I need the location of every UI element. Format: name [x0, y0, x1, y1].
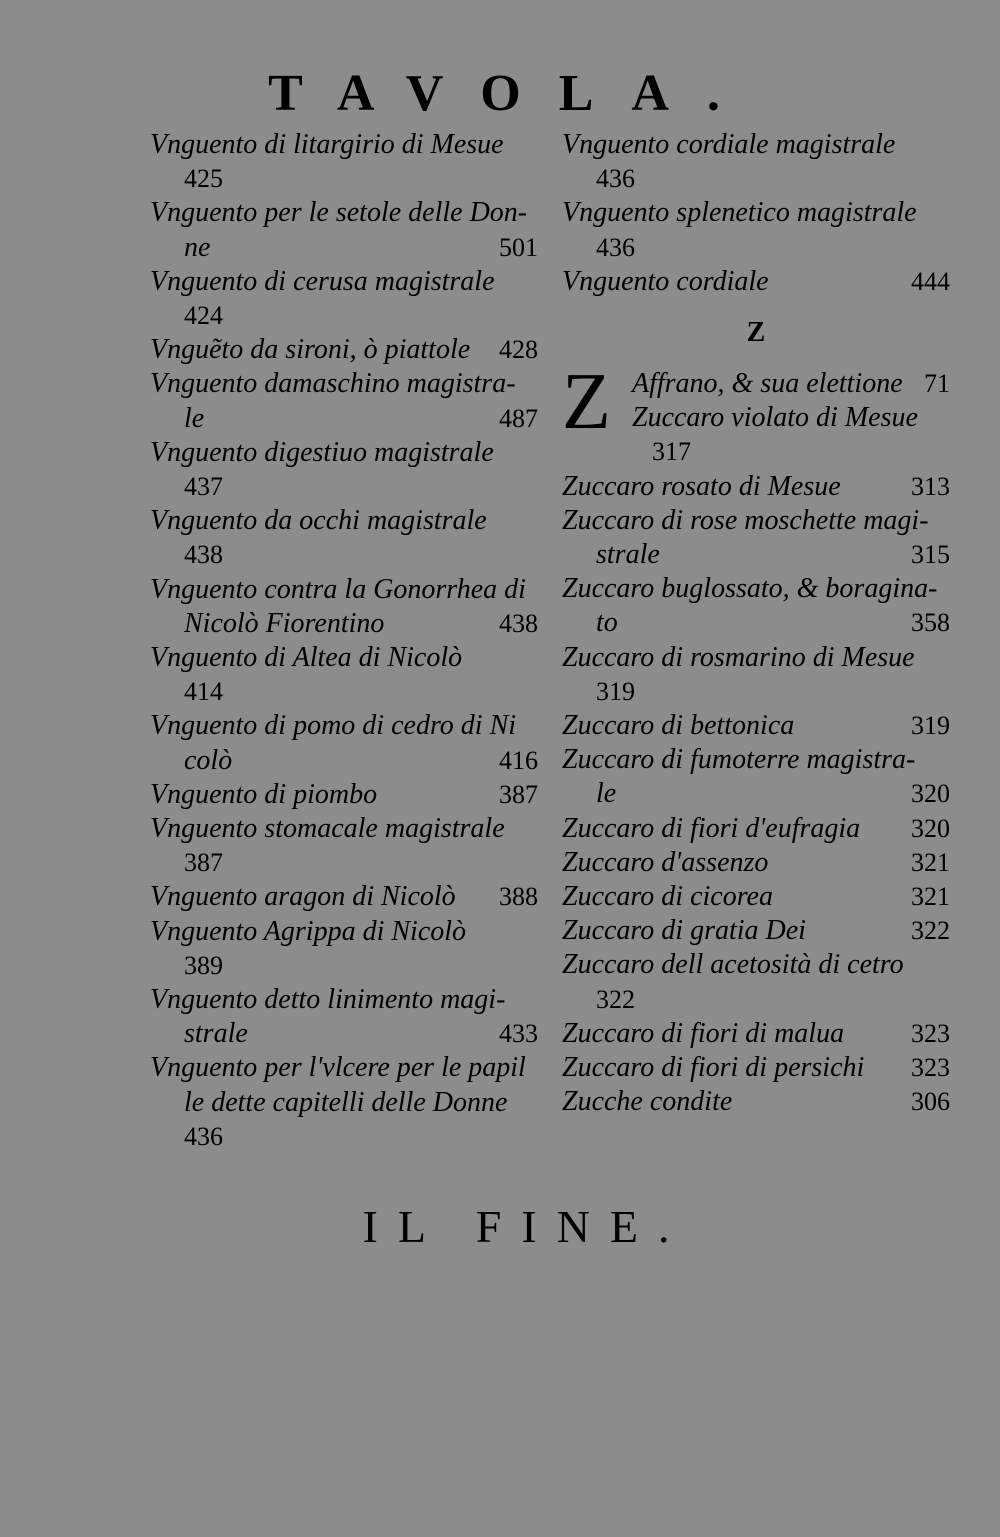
- index-entry: [562, 914, 950, 948]
- index-entry: [562, 948, 950, 1016]
- index-entry: [562, 470, 950, 504]
- page-number: 387: [499, 779, 538, 809]
- entry-text: Zuccaro di fumoterre magistra-: [562, 744, 916, 776]
- page-number: 436: [596, 232, 635, 262]
- closing-text: IL FINE.: [362, 1201, 690, 1252]
- entry-text: Vnguento detto linimento magi-: [150, 984, 506, 1016]
- entry-text: Zuccaro di fiori di persichi: [562, 1052, 865, 1084]
- entry-text: Zuccaro di cicorea: [562, 881, 773, 913]
- entry-text: Vnguento Agrippa di Nicolò: [150, 915, 467, 947]
- index-entry: [562, 709, 950, 743]
- entry-text: Vnguento digestiuo magistrale: [150, 436, 494, 468]
- index-entry: [562, 504, 950, 572]
- page-number: 320: [911, 813, 950, 843]
- page-number: 433: [499, 1019, 538, 1049]
- page-number: 315: [911, 540, 950, 570]
- index-entry: [150, 983, 538, 1051]
- index-entry: [562, 1085, 950, 1119]
- index-entry: [150, 573, 538, 641]
- entry-text: Vnguento aragon di Nicolò: [150, 881, 456, 913]
- index-entry: [150, 504, 538, 572]
- index-entry: [150, 436, 538, 504]
- entry-text: Vnguento cordiale magistrale: [562, 129, 896, 160]
- page-number: 437: [184, 472, 223, 502]
- index-entry: [562, 358, 950, 470]
- entry-text: Vnguento di cerusa magistrale: [150, 265, 495, 297]
- entry-text: Vnguento contra la Gonorrhea di: [150, 573, 526, 605]
- index-entry: [150, 778, 538, 812]
- entry-text: Vnguento di litargirio di Mesue: [150, 129, 504, 160]
- index-entry: [562, 572, 950, 640]
- entry-text: Vnguento cordiale: [562, 265, 769, 297]
- index-entry: [150, 128, 538, 196]
- page-number: 444: [911, 266, 950, 296]
- entry-text: Zuccaro dell acetosità di cetro: [562, 949, 904, 981]
- index-entry: [562, 812, 950, 846]
- page-number: 387: [184, 848, 223, 878]
- index-entry: [150, 1051, 538, 1154]
- index-entry: [562, 128, 950, 196]
- page-number: 438: [184, 540, 223, 570]
- index-entry: [150, 367, 538, 435]
- entry-text: Vnguento di pomo di cedro di Ni: [150, 710, 517, 742]
- entry-text: to: [596, 607, 618, 639]
- index-entry: [562, 641, 950, 709]
- page-number: 424: [184, 301, 223, 331]
- entry-text: Zuccaro di fiori d'eufragia: [562, 812, 861, 844]
- entry-text: Zucche condite: [562, 1086, 733, 1118]
- section-letter: Z: [746, 317, 766, 349]
- page-title: TAVOLA.: [268, 65, 758, 122]
- page-number: 322: [596, 984, 635, 1014]
- index-entry: [562, 743, 950, 811]
- page-number: 71: [924, 369, 950, 399]
- entry-text: Affrano, & sua elettione: [632, 368, 903, 400]
- page-number: 319: [596, 676, 635, 706]
- entry-text: Vnguento damaschino magistra-: [150, 368, 516, 400]
- entry-text: Vnguento da occhi magistrale: [150, 505, 487, 537]
- entry-text: le: [596, 778, 617, 810]
- index-column-right: [562, 128, 950, 1119]
- page-number: 428: [499, 335, 538, 365]
- entry-text: Vnguẽto da sironi, ò piattole: [150, 334, 471, 366]
- index-column-left: [150, 128, 538, 1154]
- page-number: 388: [499, 882, 538, 912]
- entry-text: Zuccaro di gratia Dei: [562, 915, 806, 947]
- entry-text: Zuccaro di rose moschette magi-: [562, 504, 929, 536]
- page-number: 320: [911, 779, 950, 809]
- index-entry: [150, 709, 538, 777]
- page-number: 414: [184, 677, 223, 707]
- entry-text: colò: [184, 744, 233, 776]
- page-number: 416: [499, 745, 538, 775]
- page-number: 321: [911, 882, 950, 912]
- entry-text: Vnguento di piombo: [150, 778, 378, 810]
- index-entry: [562, 1017, 950, 1051]
- page-number: 319: [911, 711, 950, 741]
- entry-text: Zuccaro di rosmarino di Mesue: [562, 641, 915, 673]
- entry-text: Zuccaro di fiori di malua: [562, 1017, 845, 1049]
- index-entry: [150, 196, 538, 264]
- entry-text: Zuccaro di bettonica: [562, 710, 795, 742]
- index-entry: [150, 880, 538, 914]
- index-entry: [562, 880, 950, 914]
- page-number: 323: [911, 1053, 950, 1083]
- entry-text: Vnguento stomacale magistrale: [150, 813, 505, 845]
- entry-text: Zuccaro rosato di Mesue: [562, 470, 841, 502]
- page-number: 321: [911, 847, 950, 877]
- page-number: 322: [911, 916, 950, 946]
- entry-text: Zuccaro violato di Mesue: [632, 402, 918, 434]
- page-number: 436: [184, 1121, 223, 1151]
- page-number: 487: [499, 403, 538, 433]
- entry-text: ne: [184, 231, 211, 263]
- page-number: 436: [596, 164, 635, 194]
- entry-text: Zuccaro buglossato, & boragina-: [562, 573, 938, 605]
- entry-text: Vnguento per le setole delle Don-: [150, 197, 528, 229]
- index-entry: [562, 265, 950, 299]
- page-number: 389: [184, 950, 223, 980]
- index-entry: [562, 846, 950, 880]
- page-number: 317: [652, 437, 691, 467]
- drop-cap: Z: [562, 358, 611, 447]
- entry-text: strale: [596, 539, 660, 571]
- index-entry: [562, 1051, 950, 1085]
- page-number: 501: [499, 232, 538, 262]
- index-entry: [150, 333, 538, 367]
- entry-text: Vnguento per l'vlcere per le papil: [150, 1052, 526, 1084]
- index-entry: [562, 196, 950, 264]
- page-number: 438: [499, 608, 538, 638]
- page-number: 306: [911, 1087, 950, 1117]
- entry-text: le dette capitelli delle Donne: [184, 1086, 508, 1118]
- entry-text: strale: [184, 1018, 248, 1050]
- index-entry: [150, 265, 538, 333]
- page-number: 313: [911, 471, 950, 501]
- index-entry: [150, 641, 538, 709]
- entry-text: Vnguento splenetico magistrale: [562, 197, 917, 229]
- entry-text: Nicolò Fiorentino: [184, 607, 385, 639]
- index-entry: [150, 812, 538, 880]
- index-entry: [150, 915, 538, 983]
- page-number: 323: [911, 1018, 950, 1048]
- entry-text: Zuccaro d'assenzo: [562, 846, 769, 878]
- entry-text: le: [184, 402, 205, 434]
- entry-text: Vnguento di Altea di Nicolò: [150, 642, 463, 674]
- page-number: 425: [184, 164, 223, 194]
- page-number: 358: [911, 608, 950, 638]
